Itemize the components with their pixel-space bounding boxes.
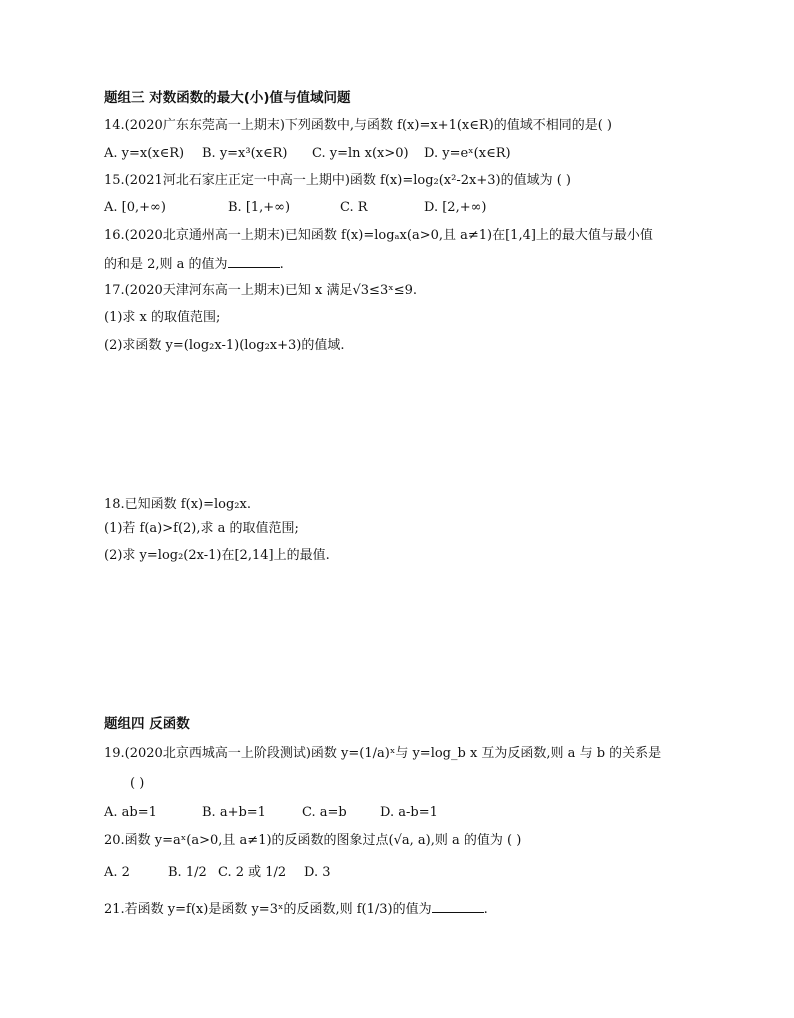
question-18-part2: (2)求 y=log₂(2x-1)在[2,14]上的最值. xyxy=(104,548,330,563)
q15-option-d: D. [2,+∞) xyxy=(424,200,487,215)
question-19-stem: 19.(2020北京西城高一上阶段测试)函数 y=(1/a)ˣ与 y=log_b x 互为反函数,则 a 与 b 的关系是 xyxy=(104,746,662,761)
question-16-line1: 16.(2020北京通州高一上期末)已知函数 f(x)=logₐx(a>0,且 a≠1)在[1,4]上的最大值与最小值 xyxy=(104,228,653,243)
group4-title: 题组四 反函数 xyxy=(104,716,190,732)
q20-option-c: C. 2 或 1/2 xyxy=(218,865,287,880)
q20-option-b: B. 1/2 xyxy=(168,865,207,880)
q16-text: 的和是 2,则 a 的值为 xyxy=(104,257,228,272)
q15-option-a: A. [0,+∞) xyxy=(104,200,166,215)
q16-period: . xyxy=(279,257,284,272)
question-16-line2 xyxy=(104,255,284,274)
q21-answer-blank xyxy=(432,900,484,913)
question-18-stem: 18.已知函数 f(x)=log₂x. xyxy=(104,497,251,512)
q21-text: 21.若函数 y=f(x)是函数 y=3ˣ的反函数,则 f(1/3)的值为 xyxy=(104,902,432,917)
question-21-stem xyxy=(104,900,488,919)
q19-option-a: A. ab=1 xyxy=(104,805,157,820)
q21-period: . xyxy=(483,902,488,917)
q14-option-c: C. y=ln x(x>0) xyxy=(312,146,409,161)
q14-option-d: D. y=eˣ(x∈R) xyxy=(424,146,511,161)
q15-option-b: B. [1,+∞) xyxy=(228,200,291,215)
question-14-stem: 14.(2020广东东莞高一上期末)下列函数中,与函数 f(x)=x+1(x∈R)的值域不相同的是( ) xyxy=(104,118,613,133)
q19-option-c: C. a=b xyxy=(302,805,347,820)
q20-option-d: D. 3 xyxy=(304,865,331,880)
question-17-stem: 17.(2020天津河东高一上期末)已知 x 满足√3≤3ˣ≤9. xyxy=(104,283,418,298)
question-20-stem: 20.函数 y=aˣ(a>0,且 a≠1)的反函数的图象过点(√a, a),则 a 的值为 ( ) xyxy=(104,833,522,848)
q20-option-a: A. 2 xyxy=(104,865,130,880)
q14-option-b: B. y=x³(x∈R) xyxy=(202,146,288,161)
q19-option-b: B. a+b=1 xyxy=(202,805,266,820)
q16-answer-blank xyxy=(228,255,280,268)
q15-option-c: C. R xyxy=(340,200,368,215)
question-17-part2: (2)求函数 y=(log₂x-1)(log₂x+3)的值域. xyxy=(104,338,345,353)
question-15-stem: 15.(2021河北石家庄正定一中高一上期中)函数 f(x)=log₂(x²-2x+3)的值域为 ( ) xyxy=(104,173,571,188)
question-18-part1: (1)若 f(a)>f(2),求 a 的取值范围; xyxy=(104,521,299,536)
question-19-paren: ( ) xyxy=(130,776,145,791)
q14-option-a: A. y=x(x∈R) xyxy=(104,146,185,161)
question-17-part1: (1)求 x 的取值范围; xyxy=(104,310,221,325)
group3-title: 题组三 对数函数的最大(小)值与值域问题 xyxy=(104,90,351,106)
q19-option-d: D. a-b=1 xyxy=(380,805,438,820)
